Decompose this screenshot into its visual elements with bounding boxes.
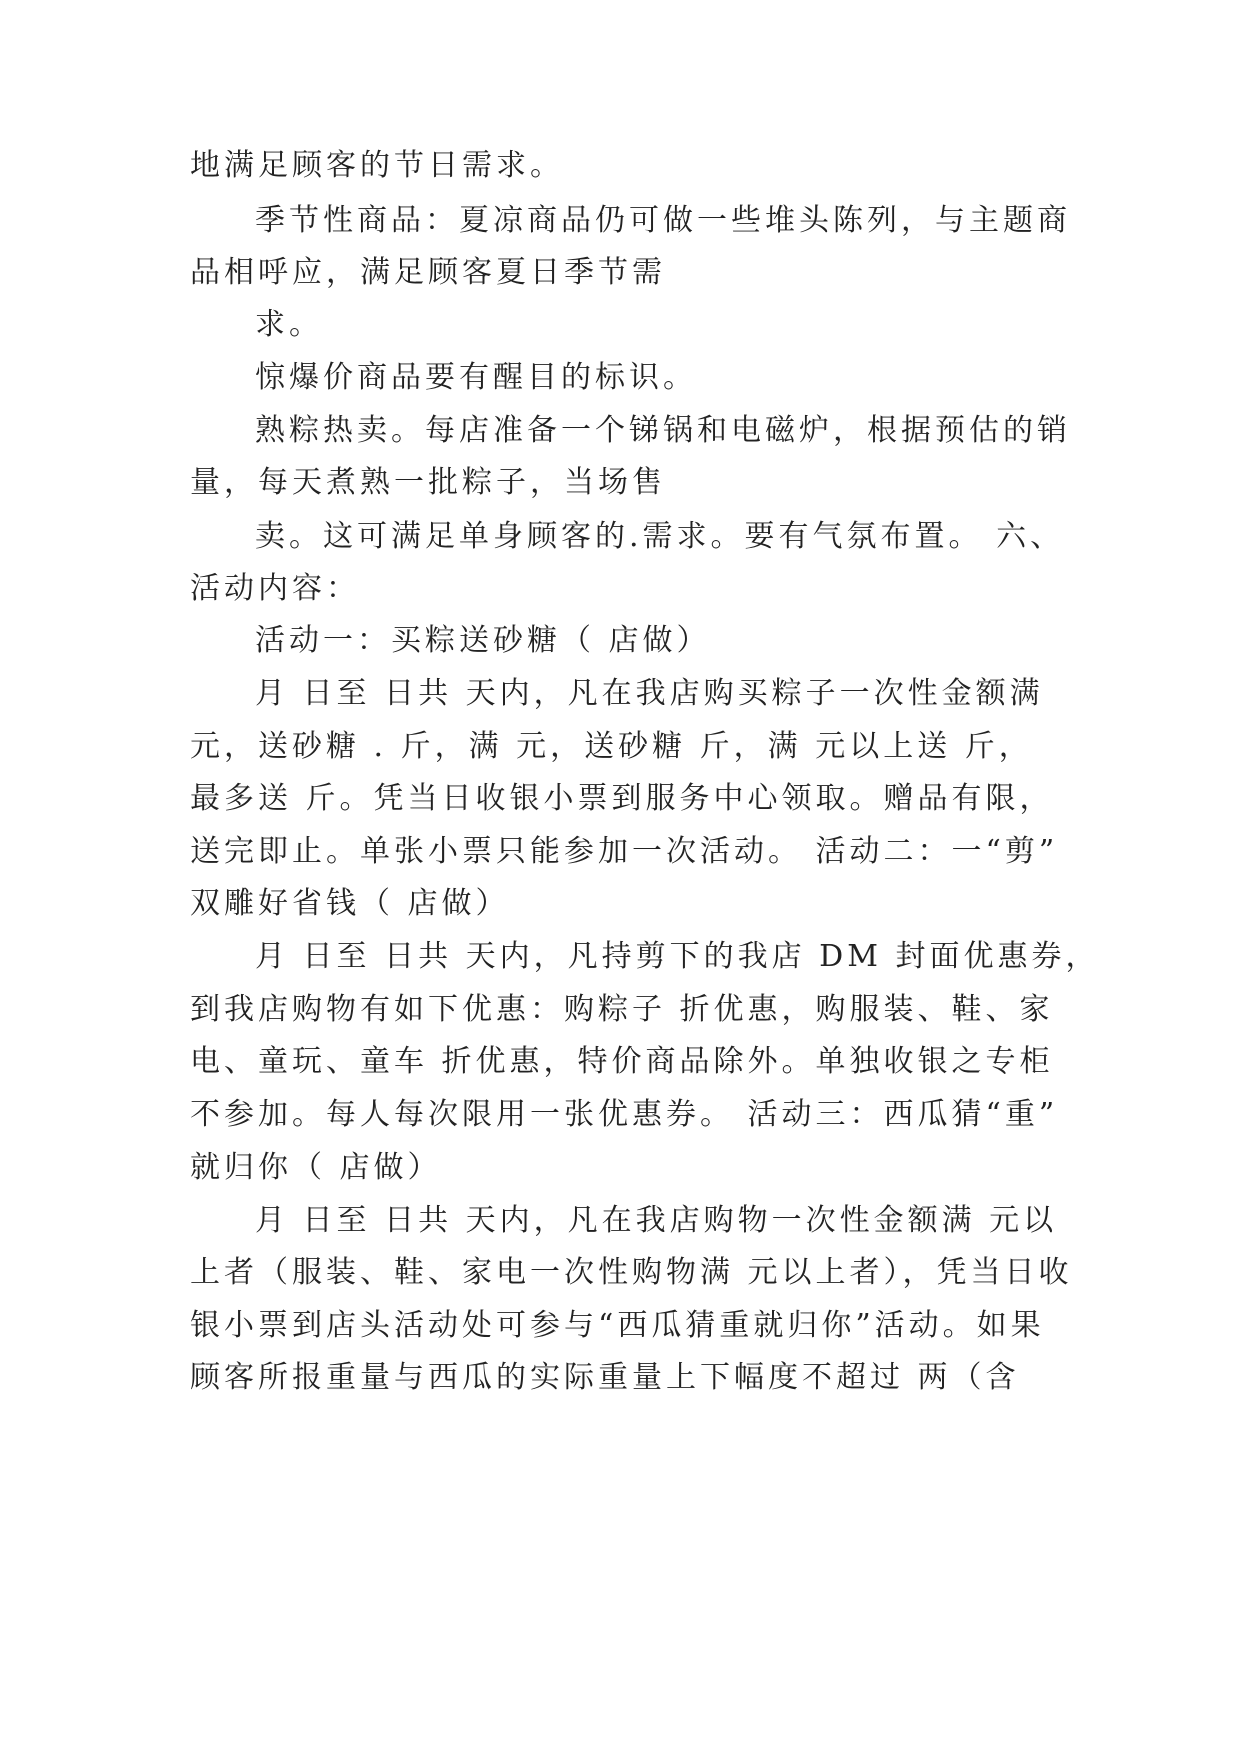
text-line: 品相呼应，满足顾客夏日季节需 bbox=[190, 255, 666, 290]
text-line: 顾客所报重量与西瓜的实际重量上下幅度不超过 两（含 bbox=[190, 1360, 1020, 1395]
text-line: 月 日至 日共 天内，凡持剪下的我店 DM 封面优惠券， bbox=[255, 939, 1100, 974]
text-line: 送完即止。单张小票只能参加一次活动。 活动二：一“剪” bbox=[190, 834, 1059, 869]
text-line: 就归你（ 店做） bbox=[190, 1150, 442, 1185]
text-line: 求。 bbox=[255, 307, 323, 342]
text-line: 最多送 斤。凭当日收银小票到服务中心领取。赠品有限， bbox=[190, 781, 1054, 816]
text-line: 上者（服装、鞋、家电一次性购物满 元以上者），凭当日收 bbox=[190, 1255, 1073, 1290]
text-line: 卖。这可满足单身顾客的.需求。要有气氛布置。 六、 bbox=[255, 519, 1065, 554]
text-line: 活动一：买粽送砂糖（ 店做） bbox=[255, 623, 711, 658]
text-line: 到我店购物有如下优惠：购粽子 折优惠，购服装、鞋、家 bbox=[190, 992, 1054, 1027]
text-line: 熟粽热卖。每店准备一个锑锅和电磁炉，根据预估的销 bbox=[255, 413, 1071, 448]
text-line: 元，送砂糖 . 斤，满 元，送砂糖 斤，满 元以上送 斤， bbox=[190, 729, 1033, 764]
text-line: 地满足顾客的节日需求。 bbox=[190, 148, 564, 183]
text-line: 不参加。每人每次限用一张优惠券。 活动三：西瓜猜“重” bbox=[190, 1097, 1059, 1132]
text-line: 双雕好省钱（ 店做） bbox=[190, 886, 510, 921]
text-line: 活动内容： bbox=[190, 571, 360, 606]
text-line: 季节性商品：夏凉商品仍可做一些堆头陈列，与主题商 bbox=[255, 203, 1071, 238]
text-line: 量，每天煮熟一批粽子，当场售 bbox=[190, 465, 666, 500]
text-line: 电、童玩、童车 折优惠，特价商品除外。单独收银之专柜 bbox=[190, 1044, 1054, 1079]
text-line: 月 日至 日共 天内，凡在我店购物一次性金额满 元以 bbox=[255, 1203, 1058, 1238]
text-line: 月 日至 日共 天内，凡在我店购买粽子一次性金额满 bbox=[255, 676, 1044, 711]
text-line: 银小票到店头活动处可参与“西瓜猜重就归你”活动。如果 bbox=[190, 1308, 1045, 1343]
text-line: 惊爆价商品要有醒目的标识。 bbox=[255, 360, 697, 395]
